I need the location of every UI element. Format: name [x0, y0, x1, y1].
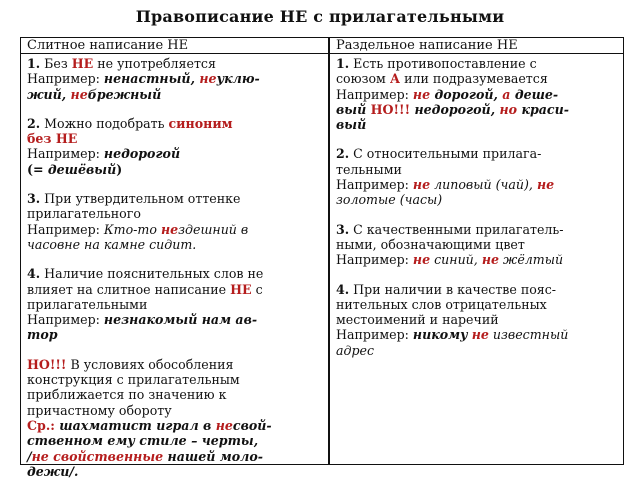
rule-line — [27, 266, 323, 281]
rule-line — [336, 162, 618, 177]
highlight: Ср.: — [27, 417, 55, 433]
text: Например: — [336, 86, 413, 102]
example: никому — [412, 327, 468, 343]
example-line — [336, 177, 618, 192]
rule-line — [336, 312, 618, 327]
example: деше- — [510, 86, 559, 102]
text: прилагательными — [27, 296, 148, 312]
example-line — [336, 327, 618, 342]
separate-rule-1 — [336, 56, 618, 132]
example-line — [27, 222, 323, 237]
text: Например: — [336, 252, 413, 268]
fused-rule-2 — [27, 116, 323, 177]
rule-number: 3. — [27, 191, 41, 207]
rule-line — [336, 222, 618, 237]
rule-line — [27, 297, 323, 312]
highlight: не — [160, 221, 179, 237]
text: ) — [116, 161, 123, 177]
text: В условиях обособления — [66, 356, 234, 372]
text: местоимений и наречий — [336, 312, 499, 328]
text: С относительными прилага- — [349, 146, 542, 162]
fused-rule-1 — [27, 56, 323, 102]
example: краси- — [517, 101, 569, 117]
rule-number: 4. — [27, 266, 41, 282]
highlight: НЕ — [71, 56, 94, 71]
example: шахматист играл в — [54, 417, 216, 433]
example-line — [27, 87, 323, 102]
text: союзом — [336, 71, 390, 87]
rule-line — [336, 282, 618, 297]
example-line — [27, 327, 323, 342]
fused-rule-3 — [27, 191, 323, 252]
note-line — [27, 387, 323, 402]
rule-number: 3. — [336, 221, 350, 237]
text: Например: — [27, 312, 104, 328]
example-line — [27, 312, 323, 327]
example-line — [27, 71, 323, 86]
example: известный — [488, 327, 569, 343]
example-line — [27, 433, 323, 448]
separate-rule-2 — [336, 146, 618, 207]
highlight: не свойственные — [31, 448, 164, 464]
text: Наличие пояснительных слов не — [40, 266, 264, 282]
example-line — [336, 102, 618, 117]
rule-line — [336, 71, 618, 86]
highlight: не — [471, 327, 489, 343]
text: Без — [40, 56, 72, 71]
example-line — [27, 162, 323, 177]
highlight: синоним — [168, 115, 233, 131]
highlight: не — [412, 177, 431, 193]
example: незнакомый нам ав- — [103, 312, 258, 328]
text: Например: — [336, 177, 413, 193]
rule-line — [27, 282, 323, 297]
fused-spelling-column — [27, 56, 323, 493]
example-line — [336, 117, 618, 132]
page-title: Правописание НЕ с прилагательными — [135, 7, 505, 26]
text: не употребляется — [93, 56, 216, 71]
highlight: не — [70, 86, 88, 102]
highlight: А — [389, 71, 401, 87]
separate-rule-3 — [336, 222, 618, 268]
example-line — [336, 252, 618, 267]
example: вый — [336, 101, 371, 117]
example: дешёвый — [47, 161, 117, 177]
note-line — [27, 357, 323, 372]
example: тор — [27, 327, 58, 343]
example: свой- — [232, 417, 272, 433]
example: ственном ему стиле – черты, — [27, 433, 259, 449]
text: При наличии в качестве пояс- — [349, 281, 557, 297]
example: адрес — [336, 342, 375, 358]
rule-line — [336, 237, 618, 252]
highlight: не — [412, 86, 431, 102]
text: нительных слов отрицательных — [336, 296, 547, 312]
example-line — [27, 418, 323, 433]
highlight: без НЕ — [27, 131, 78, 147]
text: тельными — [336, 161, 402, 177]
example: золотые (часы) — [336, 192, 443, 208]
text: Например: — [27, 221, 104, 237]
rule-line — [27, 131, 323, 146]
example: уклю- — [216, 71, 260, 87]
highlight: НО!!! — [370, 101, 411, 117]
column-divider — [328, 38, 330, 464]
example: жёлтый — [499, 252, 564, 268]
rule-number: 4. — [336, 281, 350, 297]
fused-rule-4 — [27, 266, 323, 342]
header-separate-spelling: Раздельное написание НЕ — [336, 38, 518, 53]
example: жий, — [27, 86, 71, 102]
text: ными, обозначающими цвет — [336, 236, 525, 252]
rule-line — [27, 206, 323, 221]
example: недорогой, — [410, 101, 500, 117]
rule-line — [336, 56, 618, 71]
text: С качественными прилагатель- — [349, 221, 564, 237]
rule-number: 2. — [27, 115, 41, 131]
rule-number: 2. — [336, 146, 350, 162]
note-line — [27, 372, 323, 387]
highlight: но — [499, 101, 518, 117]
example: ненастный, — [103, 71, 200, 87]
text: (= — [27, 161, 48, 177]
text: Например: — [27, 146, 104, 162]
example: брежный — [87, 86, 162, 102]
text: При утвердительном оттенке — [40, 191, 241, 207]
example-line — [336, 192, 618, 207]
text: причастному обороту — [27, 402, 172, 418]
highlight: не — [412, 252, 431, 268]
text: Например: — [27, 71, 104, 87]
note-line — [27, 403, 323, 418]
example: липовый (чай), — [430, 177, 537, 193]
example-line — [27, 449, 323, 464]
text: влияет на слитное написание — [27, 281, 231, 297]
text: Есть противопоставление с — [349, 56, 537, 71]
example: часовне на камне сидит. — [27, 236, 197, 252]
rule-number: 1. — [336, 56, 350, 71]
text: с — [251, 281, 263, 297]
example-line — [27, 464, 323, 479]
highlight: а — [502, 86, 511, 102]
text: конструкция с прилагательным — [27, 372, 240, 388]
highlight: не — [481, 252, 500, 268]
example: Кто-то — [103, 221, 161, 237]
rule-line — [27, 191, 323, 206]
example: здешний в — [178, 221, 249, 237]
highlight: не — [536, 177, 555, 193]
example: недорогой — [103, 146, 181, 162]
example: / — [27, 448, 32, 464]
example-line — [27, 146, 323, 161]
highlight: не — [215, 417, 233, 433]
header-fused-spelling: Слитное написание НЕ — [27, 38, 189, 53]
example-line — [336, 343, 618, 358]
example: дорогой, — [430, 86, 503, 102]
table-header-row — [21, 38, 623, 54]
example: дежи/. — [27, 463, 79, 479]
separate-rule-4 — [336, 282, 618, 358]
example: вый — [336, 117, 367, 133]
text: Например: — [336, 327, 413, 343]
highlight: НО!!! — [27, 356, 67, 372]
fused-note — [27, 357, 323, 479]
rule-line — [27, 56, 323, 71]
highlight: не — [199, 71, 217, 87]
rule-line — [27, 116, 323, 131]
example-line — [27, 237, 323, 252]
separate-spelling-column — [336, 56, 618, 372]
highlight: НЕ — [230, 281, 252, 297]
text: Можно подобрать — [40, 115, 169, 131]
text: или подразумевается — [400, 71, 548, 87]
rule-line — [336, 146, 618, 161]
rule-number: 1. — [27, 56, 41, 71]
example: нашей моло- — [163, 448, 263, 464]
text: приближается по значению к — [27, 387, 227, 403]
example: синий, — [430, 252, 482, 268]
text: прилагательного — [27, 206, 141, 222]
rules-table — [20, 37, 624, 479]
rule-line — [336, 297, 618, 312]
example-line — [336, 87, 618, 102]
